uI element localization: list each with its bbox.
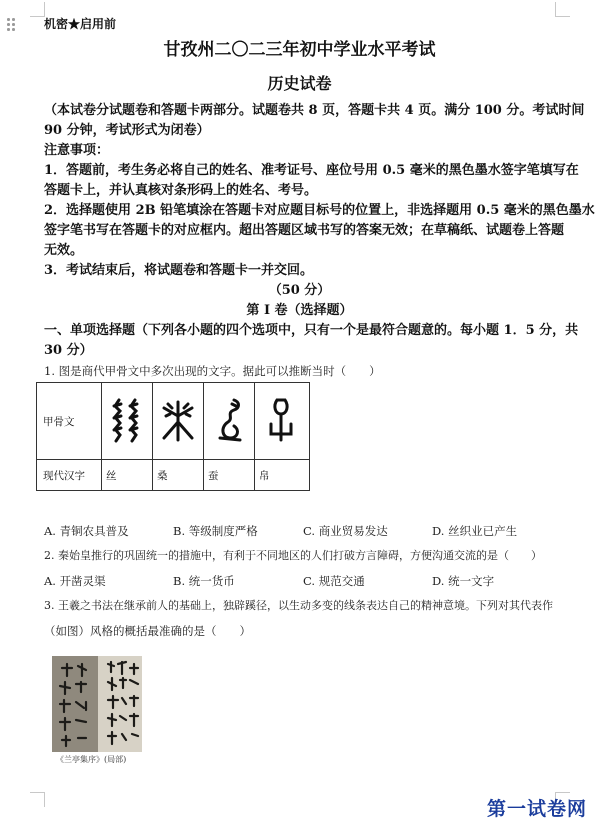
drag-handle-icon[interactable]: [7, 18, 15, 32]
oracle-glyph-bo: [255, 383, 310, 460]
q1-stem: 1. 图是商代甲骨文中多次出现的文字。据此可以推断当时（ ）: [44, 364, 381, 378]
notice-item3: 3．考试结束后，将试题卷和答题卡一并交回。: [44, 263, 314, 278]
exam-subject: 历史试卷: [267, 74, 332, 93]
notice-item2-line3: 无效。: [44, 243, 84, 258]
table-row: [37, 383, 310, 460]
calligraphy-icon: [52, 656, 142, 752]
q1-char-cell: 蚕: [204, 460, 255, 491]
q1-option-d[interactable]: D. 丝织业已产生: [432, 524, 518, 538]
q1-row2-label: 现代汉字: [37, 460, 102, 491]
section-title: 第 I 卷（选择题）: [246, 303, 353, 318]
q2-stem: 2. 秦始皇推行的巩固统一的措施中，有利于不同地区的人们打破方言障碍，方便沟通交流的是（ ）: [44, 549, 542, 562]
crop-mark-top-left: [30, 2, 45, 17]
q2-option-d[interactable]: D. 统一文字: [432, 574, 495, 588]
notice-heading: 注意事项：: [44, 143, 110, 158]
crop-mark-bottom-left: [30, 792, 45, 807]
q1-char-cell: 桑: [153, 460, 204, 491]
q2-option-c[interactable]: C. 规范交通: [303, 574, 365, 588]
oracle-si-icon: [111, 394, 143, 446]
oracle-glyph-si: [102, 383, 153, 460]
q3-image-caption: 《兰亭集序》(局部): [56, 755, 127, 764]
q1-option-c[interactable]: C. 商业贸易发达: [303, 524, 388, 538]
crop-mark-top-right: [555, 2, 570, 17]
calligraphy-image: [52, 656, 142, 752]
section-score: （50 分）: [268, 283, 331, 298]
section-desc-line1: 一、单项选择题（下列各小题的四个选项中，只有一个是最符合题意的。每小题 1．5 分，共: [44, 323, 579, 338]
q1-option-a[interactable]: A. 青铜农具普及: [44, 524, 129, 538]
site-brand-watermark: 第一试卷网: [486, 798, 587, 820]
notice-item2-line1: 2．选择题使用 2B 铅笔填涂在答题卡对应题目标号的位置上，非选择题用 0.5 毫米的黑色墨水: [44, 203, 595, 218]
q1-oracle-table: [36, 382, 310, 491]
q1-char-cell: 帛: [255, 460, 310, 491]
notice-item1-line2: 答题卡上，并认真核对条形码上的姓名、考号。: [44, 183, 318, 198]
confidential-mark: 机密★启用前: [44, 17, 117, 31]
q2-option-b[interactable]: B. 统一货币: [173, 574, 235, 588]
section-desc-line2: 30 分）: [44, 343, 93, 358]
q1-row1-label: 甲骨文: [37, 383, 102, 460]
q1-option-b[interactable]: B. 等级制度严格: [173, 524, 258, 538]
oracle-sang-icon: [158, 394, 198, 446]
oracle-glyph-sang: [153, 383, 204, 460]
notice-item2-line2: 签字笔书写在答题卡的对应框内。超出答题区域书写的答案无效；在草稿纸、试题卷上答题: [44, 223, 565, 238]
notice-item1-line1: 1．答题前，考生务必将自己的姓名、准考证号、座位号用 0.5 毫米的黑色墨水签字笔填写在: [44, 163, 579, 178]
q1-char-cell: 丝: [102, 460, 153, 491]
exam-intro-line2: 90 分钟，考试形式为闭卷）: [44, 123, 210, 138]
q2-option-a[interactable]: A. 开凿灵渠: [44, 574, 106, 588]
exam-intro-line1: （本试卷分试题卷和答题卡两部分。试题卷共 8 页，答题卡共 4 页。满分 100 分。考试时间: [44, 103, 585, 118]
table-row: [37, 460, 310, 491]
oracle-glyph-can: [204, 383, 255, 460]
exam-title: 甘孜州二〇二三年初中学业水平考试: [163, 40, 436, 60]
q3-stem-line2: （如图）风格的概括最准确的是（ ）: [44, 624, 251, 638]
oracle-bo-icon: [265, 394, 299, 446]
q3-stem-line1: 3. 王羲之书法在继承前人的基础上，独辟蹊径，以生动多变的线条表达自己的精神意境。下列对其代表作: [44, 599, 553, 612]
oracle-can-icon: [212, 394, 246, 446]
